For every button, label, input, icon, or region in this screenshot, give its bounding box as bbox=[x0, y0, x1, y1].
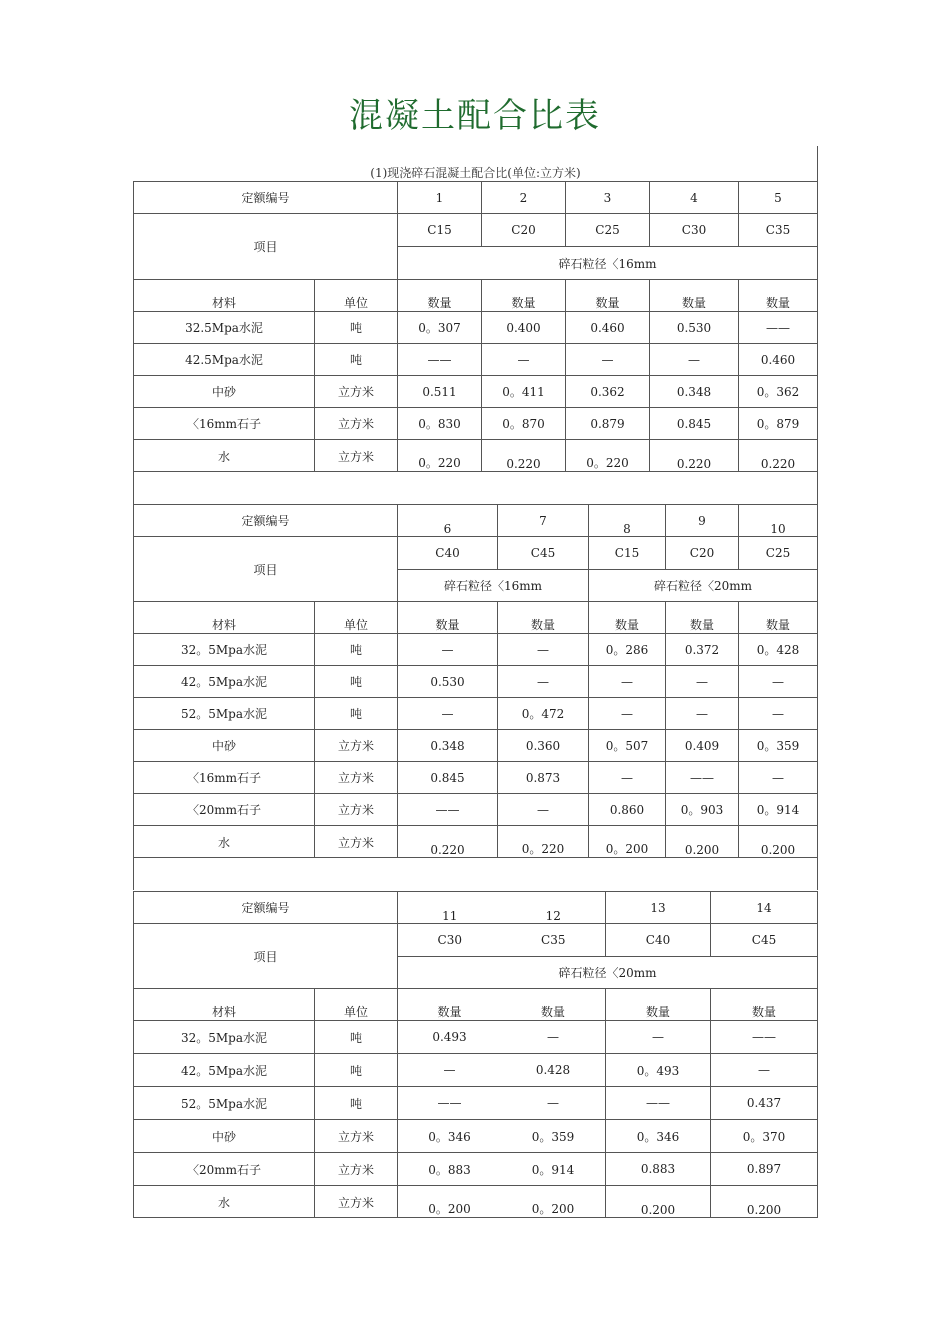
material-unit: 立方米 bbox=[314, 407, 397, 439]
grade-cell: C30 bbox=[649, 213, 738, 246]
aggregate-size-cell: 碎石粒径〈20mm bbox=[588, 569, 818, 601]
qty-value: 0。903 bbox=[665, 793, 738, 825]
code-cell: 14 bbox=[710, 891, 818, 923]
qty-value: 0.372 bbox=[665, 633, 738, 665]
table-spacer-row bbox=[133, 857, 818, 890]
code-cell: 2 bbox=[481, 181, 565, 213]
qty-value: — bbox=[665, 697, 738, 729]
grade-cell: C30 bbox=[437, 933, 462, 947]
material-name: 水 bbox=[133, 825, 314, 857]
grade-cell: C40 bbox=[397, 536, 497, 569]
material-unit: 立方米 bbox=[314, 825, 397, 857]
material-name: 42。5Mpa水泥 bbox=[133, 665, 314, 697]
grade-cell: C15 bbox=[588, 536, 665, 569]
qty-value: —— bbox=[397, 793, 497, 825]
qty-value: 0.511 bbox=[397, 375, 481, 407]
grade-cell: C45 bbox=[497, 536, 588, 569]
mix-ratio-sheet bbox=[133, 181, 818, 1215]
material-name: 〈20mm石子 bbox=[133, 793, 314, 825]
material-unit: 吨 bbox=[314, 1086, 397, 1119]
qty-value: —— bbox=[397, 1086, 501, 1119]
qty-value: 0.200 bbox=[605, 1185, 710, 1218]
qty-value: — bbox=[397, 1053, 501, 1086]
qty-value: 0.200 bbox=[665, 825, 738, 857]
grade-cell: C25 bbox=[565, 213, 649, 246]
qty-header: 数量 bbox=[665, 601, 738, 633]
qty-value: 0.348 bbox=[397, 729, 497, 761]
qty-value: —— bbox=[605, 1086, 710, 1119]
material-name: 中砂 bbox=[133, 729, 314, 761]
material-name: 〈16mm石子 bbox=[133, 407, 314, 439]
qty-value: —— bbox=[710, 1020, 818, 1053]
code-cell: 6 bbox=[397, 504, 497, 536]
grade-cell: C20 bbox=[665, 536, 738, 569]
qty-value: —— bbox=[397, 343, 481, 375]
qty-value: 0.409 bbox=[665, 729, 738, 761]
qty-value: 0.530 bbox=[649, 311, 738, 343]
qty-value: — bbox=[497, 793, 588, 825]
qty-value: 0。220 bbox=[565, 439, 649, 471]
unit-header: 单位 bbox=[314, 279, 397, 311]
qty-value: 0.200 bbox=[710, 1185, 818, 1218]
qty-header: 数量 bbox=[501, 988, 605, 1020]
material-name: 52。5Mpa水泥 bbox=[133, 1086, 314, 1119]
material-unit: 吨 bbox=[314, 697, 397, 729]
qty-value: 0。362 bbox=[738, 375, 818, 407]
code-cell: 3 bbox=[565, 181, 649, 213]
material-unit: 吨 bbox=[314, 1053, 397, 1086]
qty-value: 0.845 bbox=[397, 761, 497, 793]
material-unit: 立方米 bbox=[314, 761, 397, 793]
qty-value: — bbox=[588, 697, 665, 729]
grade-cell: C35 bbox=[541, 933, 566, 947]
qty-value: 0。507 bbox=[588, 729, 665, 761]
qty-value: 0.220 bbox=[649, 439, 738, 471]
page-title: 混凝土配合比表 bbox=[349, 96, 601, 136]
qty-value: — bbox=[497, 665, 588, 697]
code-cell: 4 bbox=[649, 181, 738, 213]
material-name: 32.5Mpa水泥 bbox=[133, 311, 314, 343]
code-cell: 7 bbox=[497, 504, 588, 536]
grade-cell: C40 bbox=[605, 923, 710, 956]
qty-header: 数量 bbox=[710, 988, 818, 1020]
qty-header: 数量 bbox=[565, 279, 649, 311]
header-code-label: 定额编号 bbox=[133, 181, 397, 213]
material-name: 水 bbox=[133, 1185, 314, 1218]
qty-value: 0。472 bbox=[497, 697, 588, 729]
qty-value: 0.400 bbox=[481, 311, 565, 343]
header-item-label: 项目 bbox=[133, 213, 397, 279]
qty-value: — bbox=[397, 697, 497, 729]
qty-value: 0.220 bbox=[397, 825, 497, 857]
unit-header: 单位 bbox=[314, 988, 397, 1020]
qty-value: 0.200 bbox=[738, 825, 818, 857]
qty-header: 数量 bbox=[588, 601, 665, 633]
qty-value: —— bbox=[738, 311, 818, 343]
qty-value: 0.437 bbox=[710, 1086, 818, 1119]
material-name: 32。5Mpa水泥 bbox=[133, 1020, 314, 1053]
qty-value: 0。883 bbox=[397, 1152, 501, 1185]
qty-value: — bbox=[665, 665, 738, 697]
material-unit: 立方米 bbox=[314, 1152, 397, 1185]
material-unit: 吨 bbox=[314, 1020, 397, 1053]
material-header: 材料 bbox=[133, 279, 314, 311]
grade-cell: C20 bbox=[481, 213, 565, 246]
qty-value: 0。493 bbox=[605, 1053, 710, 1086]
qty-value: 0.360 bbox=[497, 729, 588, 761]
qty-value: — bbox=[397, 633, 497, 665]
material-name: 42。5Mpa水泥 bbox=[133, 1053, 314, 1086]
qty-value: 0。346 bbox=[397, 1119, 501, 1152]
code-cell: 5 bbox=[738, 181, 818, 213]
unit-header: 单位 bbox=[314, 601, 397, 633]
grade-cell: C15 bbox=[397, 213, 481, 246]
material-name: 水 bbox=[133, 439, 314, 471]
qty-value: — bbox=[738, 697, 818, 729]
qty-value: 0。220 bbox=[497, 825, 588, 857]
qty-value: — bbox=[497, 633, 588, 665]
qty-value: 0。411 bbox=[481, 375, 565, 407]
material-header: 材料 bbox=[133, 601, 314, 633]
material-name: 中砂 bbox=[133, 1119, 314, 1152]
qty-value: 0。428 bbox=[738, 633, 818, 665]
material-unit: 吨 bbox=[314, 665, 397, 697]
qty-value: 0。200 bbox=[397, 1185, 501, 1218]
qty-value: — bbox=[710, 1053, 818, 1086]
qty-header: 数量 bbox=[397, 279, 481, 311]
qty-value: 0.860 bbox=[588, 793, 665, 825]
qty-value: 0.460 bbox=[565, 311, 649, 343]
material-unit: 吨 bbox=[314, 311, 397, 343]
material-name: 52。5Mpa水泥 bbox=[133, 697, 314, 729]
code-cell: 11 bbox=[442, 909, 458, 923]
material-name: 32。5Mpa水泥 bbox=[133, 633, 314, 665]
material-name: 42.5Mpa水泥 bbox=[133, 343, 314, 375]
qty-value: — bbox=[501, 1086, 605, 1119]
code-cell: 12 bbox=[545, 909, 561, 923]
material-unit: 立方米 bbox=[314, 1185, 397, 1218]
header-code-label: 定额编号 bbox=[133, 504, 397, 536]
material-header: 材料 bbox=[133, 988, 314, 1020]
qty-value: 0。286 bbox=[588, 633, 665, 665]
qty-value: —— bbox=[665, 761, 738, 793]
qty-value: 0.428 bbox=[501, 1053, 605, 1086]
qty-header: 数量 bbox=[649, 279, 738, 311]
qty-value: — bbox=[565, 343, 649, 375]
qty-value: — bbox=[738, 665, 818, 697]
qty-value: 0.348 bbox=[649, 375, 738, 407]
code-cell: 9 bbox=[665, 504, 738, 536]
header-item-label: 项目 bbox=[133, 536, 397, 601]
aggregate-size-cell: 碎石粒径〈20mm bbox=[397, 956, 818, 988]
grade-cell: C45 bbox=[710, 923, 818, 956]
qty-value: — bbox=[588, 761, 665, 793]
qty-value: 0.897 bbox=[710, 1152, 818, 1185]
qty-value: 0。307 bbox=[397, 311, 481, 343]
qty-value: — bbox=[605, 1020, 710, 1053]
qty-value: 0。370 bbox=[710, 1119, 818, 1152]
qty-value: 0。879 bbox=[738, 407, 818, 439]
qty-value: 0。830 bbox=[397, 407, 481, 439]
qty-value: — bbox=[501, 1020, 605, 1053]
grade-cell: C35 bbox=[738, 213, 818, 246]
material-unit: 立方米 bbox=[314, 729, 397, 761]
qty-value: 0.873 bbox=[497, 761, 588, 793]
qty-header: 数量 bbox=[738, 601, 818, 633]
qty-value: 0。914 bbox=[738, 793, 818, 825]
qty-header: 数量 bbox=[738, 279, 818, 311]
qty-value: 0。914 bbox=[501, 1152, 605, 1185]
qty-value: 0。359 bbox=[501, 1119, 605, 1152]
qty-value: 0。870 bbox=[481, 407, 565, 439]
header-code-label: 定额编号 bbox=[133, 891, 397, 923]
aggregate-size-cell: 碎石粒径〈16mm bbox=[397, 246, 818, 279]
material-name: 〈20mm石子 bbox=[133, 1152, 314, 1185]
qty-value: 0.845 bbox=[649, 407, 738, 439]
material-unit: 立方米 bbox=[314, 439, 397, 471]
material-unit: 吨 bbox=[314, 343, 397, 375]
grade-cell-group bbox=[397, 923, 605, 956]
qty-value: 0.362 bbox=[565, 375, 649, 407]
material-unit: 立方米 bbox=[314, 793, 397, 825]
qty-header: 数量 bbox=[605, 988, 710, 1020]
grade-cell: C25 bbox=[738, 536, 818, 569]
qty-value: — bbox=[481, 343, 565, 375]
qty-header: 数量 bbox=[481, 279, 565, 311]
material-name: 中砂 bbox=[133, 375, 314, 407]
qty-value: — bbox=[738, 761, 818, 793]
qty-value: — bbox=[588, 665, 665, 697]
qty-value: 0。200 bbox=[501, 1185, 605, 1218]
code-cell: 13 bbox=[605, 891, 710, 923]
material-unit: 立方米 bbox=[314, 375, 397, 407]
header-item-label: 项目 bbox=[133, 923, 397, 988]
qty-value: 0.460 bbox=[738, 343, 818, 375]
qty-value: 0.493 bbox=[397, 1020, 501, 1053]
aggregate-size-cell: 碎石粒径〈16mm bbox=[397, 569, 588, 601]
table-caption: (1)现浇碎石混凝土配合比(单位:立方米) bbox=[370, 166, 581, 180]
qty-value: 0.220 bbox=[738, 439, 818, 471]
code-cell: 8 bbox=[588, 504, 665, 536]
material-name: 〈16mm石子 bbox=[133, 761, 314, 793]
code-cell: 10 bbox=[738, 504, 818, 536]
code-cell: 1 bbox=[397, 181, 481, 213]
qty-value: 0.530 bbox=[397, 665, 497, 697]
qty-value: 0.883 bbox=[605, 1152, 710, 1185]
qty-header: 数量 bbox=[497, 601, 588, 633]
qty-value: 0。220 bbox=[397, 439, 481, 471]
qty-value: 0。200 bbox=[588, 825, 665, 857]
qty-value: — bbox=[649, 343, 738, 375]
qty-value: 0。359 bbox=[738, 729, 818, 761]
qty-value: 0.879 bbox=[565, 407, 649, 439]
material-unit: 吨 bbox=[314, 633, 397, 665]
material-unit: 立方米 bbox=[314, 1119, 397, 1152]
qty-header: 数量 bbox=[397, 601, 497, 633]
qty-value: 0。346 bbox=[605, 1119, 710, 1152]
qty-value: 0.220 bbox=[481, 439, 565, 471]
code-cell-group bbox=[397, 891, 605, 923]
table-spacer-row bbox=[133, 471, 818, 504]
qty-header: 数量 bbox=[397, 988, 501, 1020]
